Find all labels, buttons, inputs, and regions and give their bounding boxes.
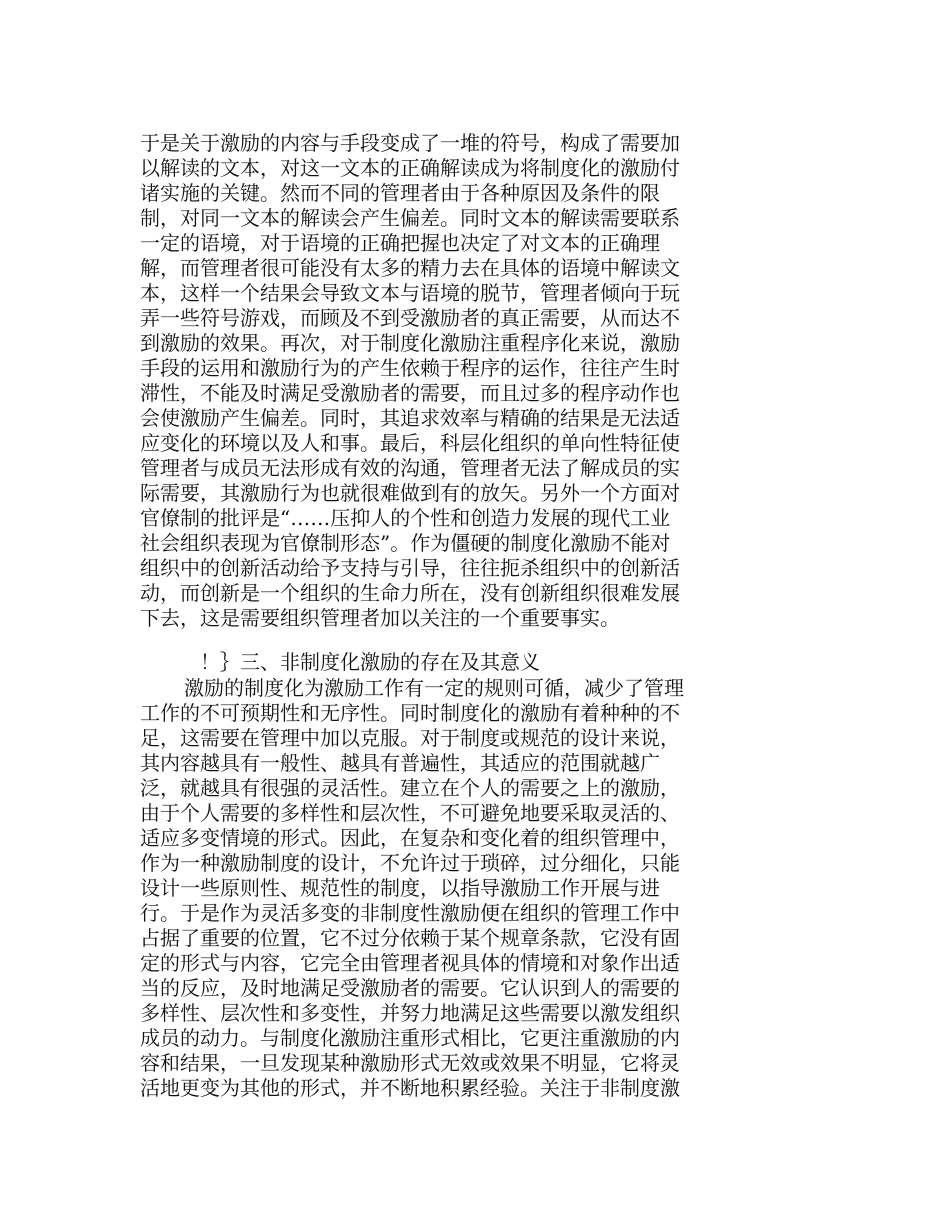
paragraph-2-line: 激励的制度化为激励工作有一定的规则可循，减少了管理: [184, 676, 684, 700]
paragraph-1-line: 以解读的文本，对这一文本的正确解读成为将制度化的激励付: [140, 156, 680, 180]
paragraph-2-line: 成员的动力。与制度化激励注重形式相比，它更注重激励的内: [140, 1026, 680, 1050]
paragraph-2-line: 活地更变为其他的形式，并不断地积累经验。关注于非制度激: [140, 1076, 680, 1100]
paragraph-1-line: 际需要，其激励行为也就很难做到有的放矢。另外一个方面对: [140, 481, 680, 505]
paragraph-1-line: 解，而管理者很可能没有太多的精力去在具体的语境中解读文: [140, 256, 680, 280]
paragraph-1-line: 于是关于激励的内容与手段变成了一堆的符号，构成了需要加: [140, 131, 680, 155]
paragraph-2-line: 占据了重要的位置，它不过分依赖于某个规章条款，它没有固: [140, 926, 680, 950]
paragraph-1-line: 会使激励产生偏差。同时，其追求效率与精确的结果是无法适: [140, 406, 680, 430]
paragraph-1-line: 官僚制的批评是“……压抑人的个性和创造力发展的现代工业: [140, 506, 671, 530]
paragraph-2-line: 足，这需要在管理中加以克服。对于制度或规范的设计来说，: [140, 726, 680, 750]
paragraph-2-line: 由于个人需要的多样性和层次性，不可避免地要采取灵活的、: [140, 801, 680, 825]
paragraph-2-line: 作为一种激励制度的设计，不允许过于琐碎，过分细化，只能: [140, 851, 680, 875]
paragraph-2-line: 设计一些原则性、规范性的制度，以指导激励工作开展与进: [140, 876, 660, 900]
section-heading: ！｝三、非制度化激励的存在及其意义: [200, 650, 540, 674]
paragraph-1-line: 应变化的环境以及人和事。最后，科层化组织的单向性特征使: [140, 431, 680, 455]
paragraph-1-line: 一定的语境，对于语境的正确把握也决定了对文本的正确理: [140, 231, 660, 255]
paragraph-2-line: 容和结果，一旦发现某种激励形式无效或效果不明显，它将灵: [140, 1051, 680, 1075]
paragraph-1-line: 社会组织表现为官僚制形态”。作为僵硬的制度化激励不能对: [140, 531, 671, 555]
paragraph-2-line: 工作的不可预期性和无序性。同时制度化的激励有着种种的不: [140, 701, 680, 725]
paragraph-2-line: 其内容越具有一般性、越具有普遍性，其适应的范围就越广: [140, 751, 660, 775]
paragraph-2-line: 适应多变情境的形式。因此，在复杂和变化着的组织管理中，: [140, 826, 680, 850]
paragraph-2-line: 定的形式与内容，它完全由管理者视具体的情境和对象作出适: [140, 951, 680, 975]
paragraph-1-line: 组织中的创新活动给予支持与引导，往往扼杀组织中的创新活: [140, 556, 680, 580]
paragraph-1-line: 诸实施的关键。然而不同的管理者由于各种原因及条件的限: [140, 181, 660, 205]
paragraph-2-line: 行。于是作为灵活多变的非制度性激励便在组织的管理工作中: [140, 901, 680, 925]
paragraph-1-line: 下去，这是需要组织管理者加以关注的一个重要事实。: [140, 606, 620, 630]
paragraph-1-line: 手段的运用和激励行为的产生依赖于程序的运作，往往产生时: [140, 356, 680, 380]
paragraph-1-line: 弄一些符号游戏，而顾及不到受激励者的真正需要，从而达不: [140, 306, 680, 330]
paragraph-1-line: 本，这样一个结果会导致文本与语境的脱节，管理者倾向于玩: [140, 281, 680, 305]
paragraph-1-line: 动，而创新是一个组织的生命力所在，没有创新组织很难发展: [140, 581, 680, 605]
paragraph-1-line: 到激励的效果。再次，对于制度化激励注重程序化来说，激励: [140, 331, 680, 355]
paragraph-1-line: 管理者与成员无法形成有效的沟通，管理者无法了解成员的实: [140, 456, 680, 480]
paragraph-2-line: 泛，就越具有很强的灵活性。建立在个人的需要之上的激励，: [140, 776, 680, 800]
paragraph-1-line: 制，对同一文本的解读会产生偏差。同时文本的解读需要联系: [140, 206, 680, 230]
paragraph-2-line: 当的反应，及时地满足受激励者的需要。它认识到人的需要的: [140, 976, 680, 1000]
paragraph-2-line: 多样性、层次性和多变性，并努力地满足这些需要以激发组织: [140, 1001, 680, 1025]
paragraph-1-line: 滞性，不能及时满足受激励者的需要，而且过多的程序动作也: [140, 381, 680, 405]
